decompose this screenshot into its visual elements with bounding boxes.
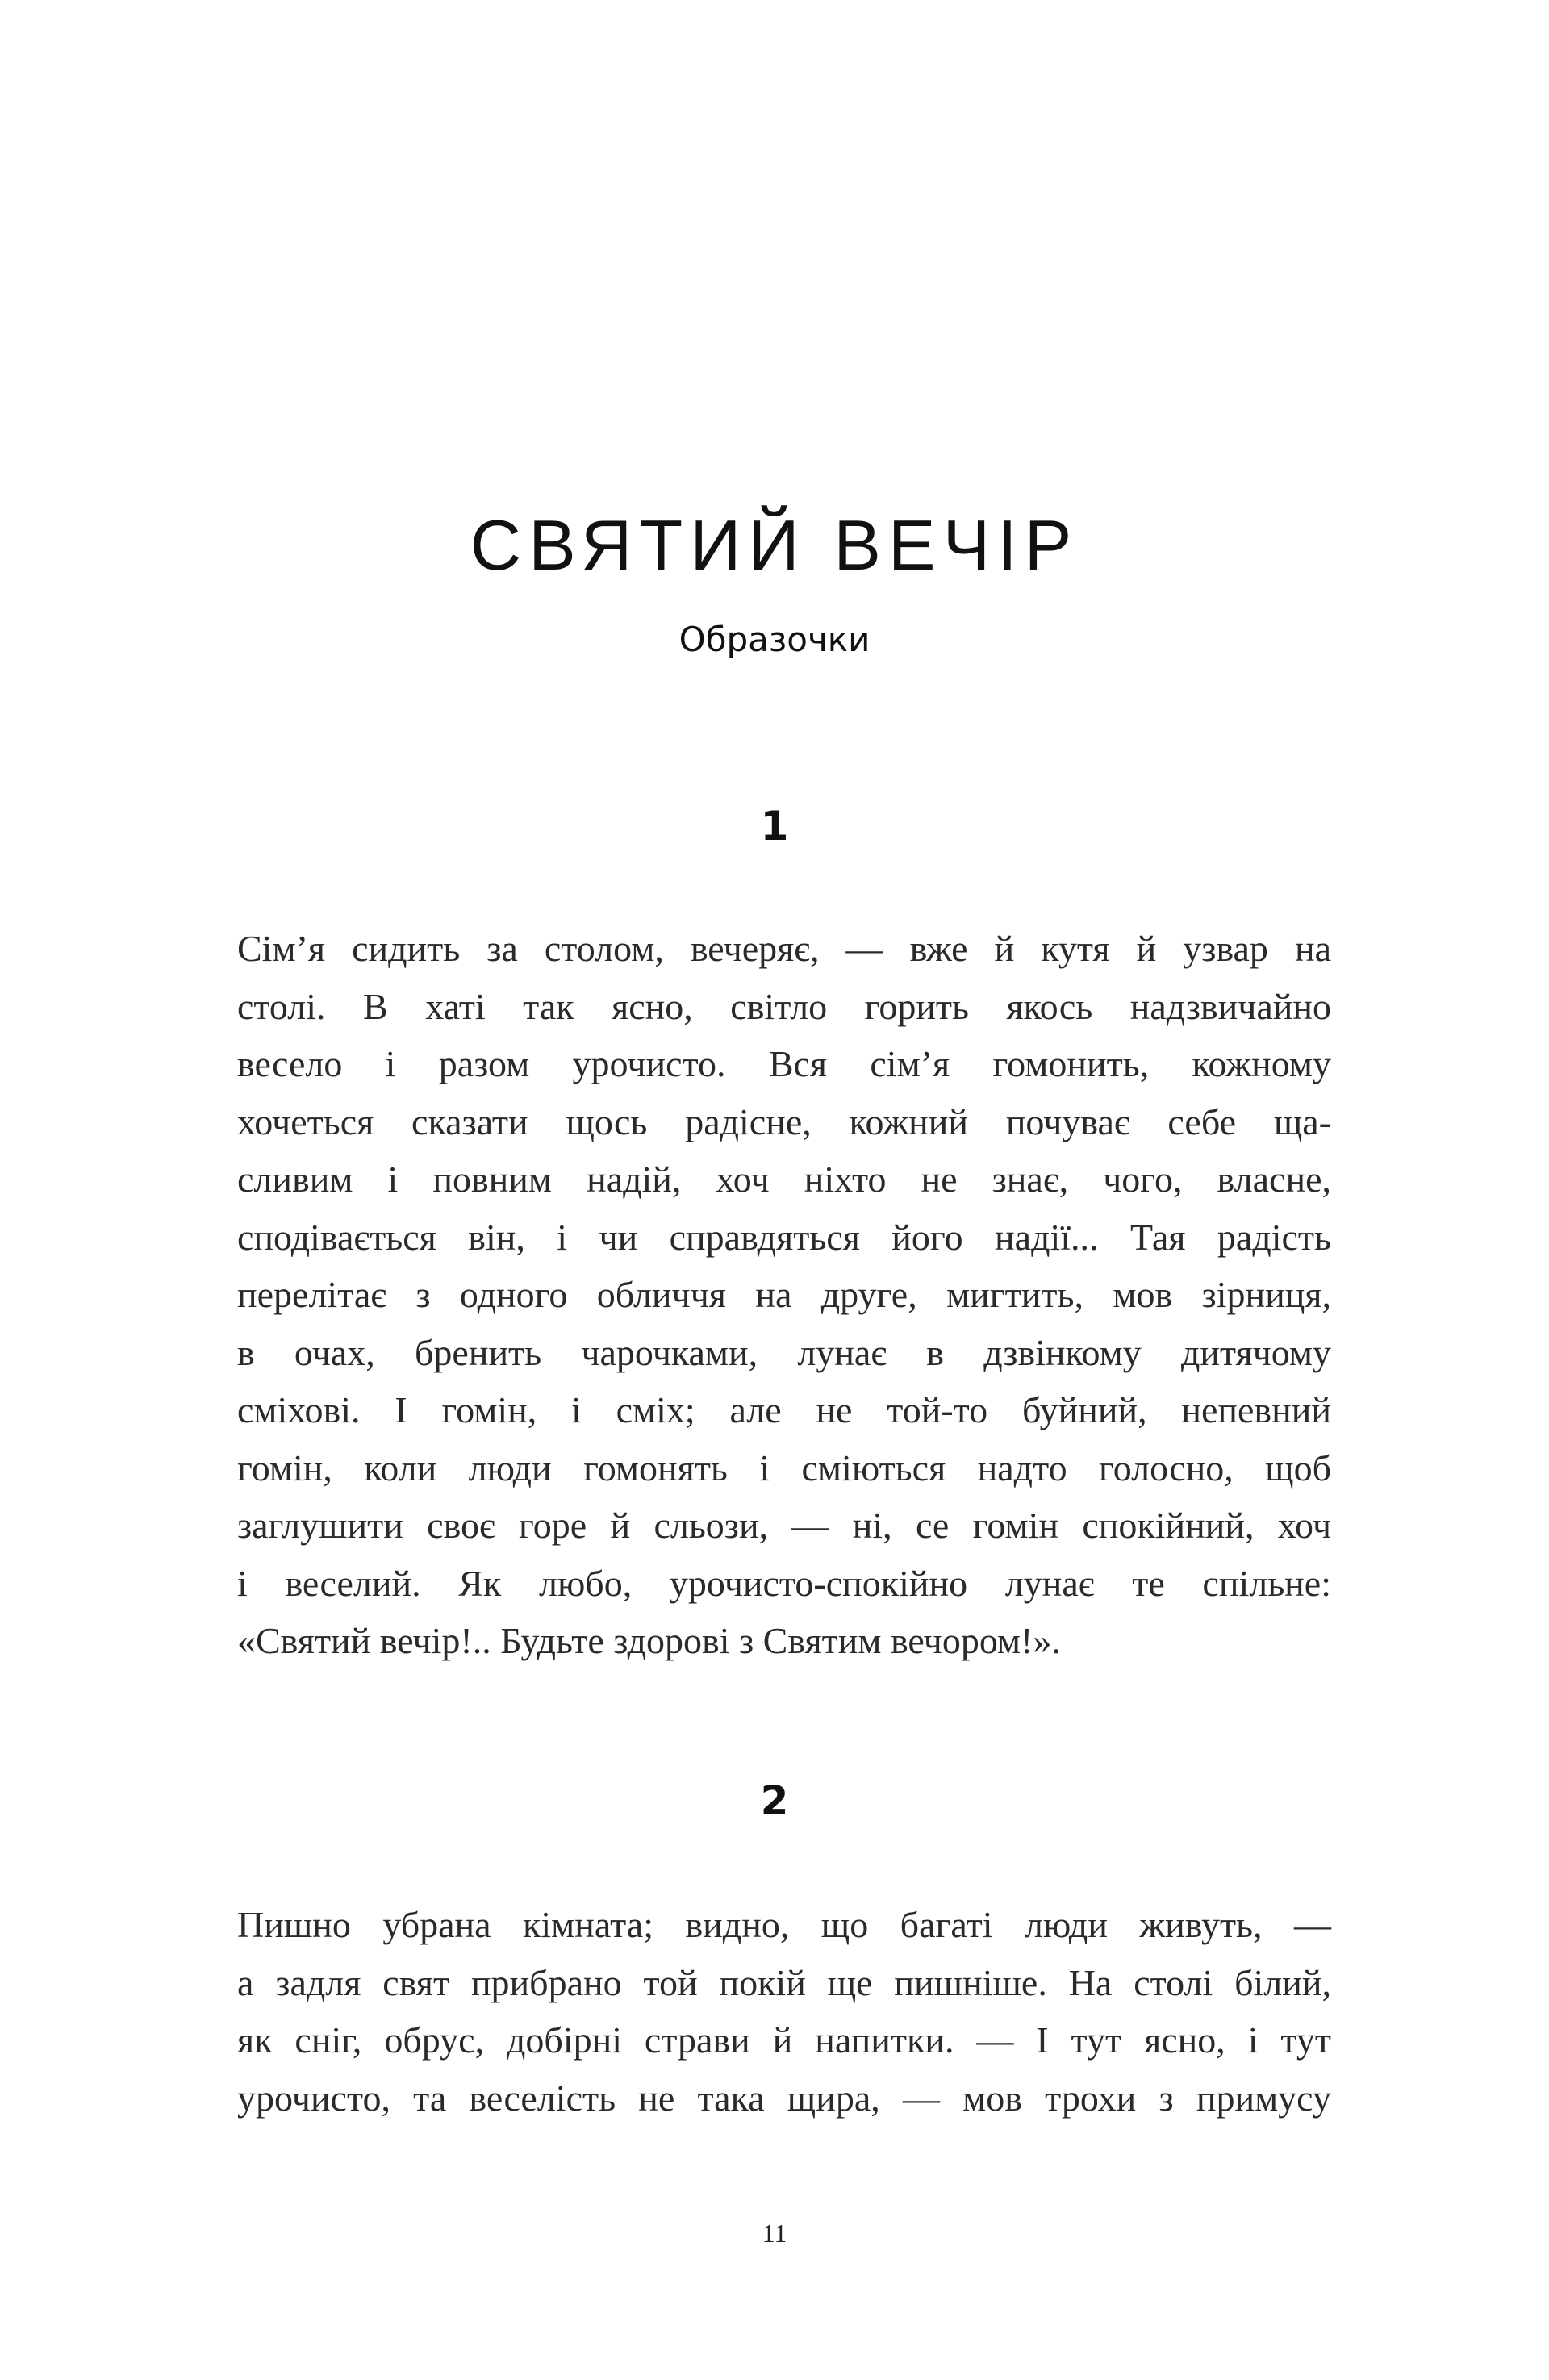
text-line: столі. В хаті так ясно, світло горить якось надзвичайно	[237, 985, 1331, 1027]
text-line: і веселий. Як любо, урочисто-спокійно лунає те спільне:	[237, 1562, 1331, 1604]
text-line: «Святий вечір!.. Будьте здорові з Святим вечором!».	[237, 1620, 1061, 1661]
text-line: а задля свят прибрано той покій ще пишніше. На столі білий,	[237, 1961, 1331, 2003]
text-line: урочисто, та веселість не така щира, — мов трохи з примусу	[237, 2077, 1331, 2119]
page-number: 11	[762, 2219, 787, 2248]
section-2-paragraph	[237, 1896, 1331, 2127]
text-line: Сім’я сидить за столом, вечеряє, — вже й кутя й узвар на	[237, 928, 1331, 969]
text-line: гомін, коли люди гомонять і сміються надто голосно, щоб	[237, 1447, 1331, 1489]
text-line: заглушити своє горе й сльози, — ні, се гомін спокійний, хоч	[237, 1505, 1331, 1546]
chapter-subtitle: Образочки	[678, 620, 871, 659]
section-1-paragraph	[237, 920, 1331, 1670]
text-line: сливим і повним надій, хоч ніхто не знає, чого, власне,	[237, 1159, 1331, 1200]
text-line: в очах, бренить чарочками, лунає в дзвінкому дитячому	[237, 1331, 1331, 1373]
text-line: сподівається він, і чи справдяться його надії... Тая радість	[237, 1216, 1331, 1258]
chapter-title: СВЯТИЙ ВЕЧІР	[470, 505, 1079, 585]
section-number-2: 2	[760, 1777, 789, 1824]
text-line: як сніг, обрус, добірні страви й напитки. — І тут ясно, і тут	[237, 2019, 1331, 2061]
text-line: сміхові. І гомін, і сміх; але не той-то буйний, непевний	[237, 1389, 1331, 1430]
text-line: хочеться сказати щось радісне, кожний почуває себе ща-	[237, 1100, 1331, 1142]
text-line: весело і разом урочисто. Вся сім’я гомонить, кожному	[237, 1043, 1331, 1084]
section-number-1: 1	[760, 803, 789, 850]
text-line: Пишно убрана кімната; видно, що багаті люди живуть, —	[237, 1904, 1331, 1945]
text-line: перелітає з одного обличчя на друге, мигтить, мов зірниця,	[237, 1274, 1331, 1315]
